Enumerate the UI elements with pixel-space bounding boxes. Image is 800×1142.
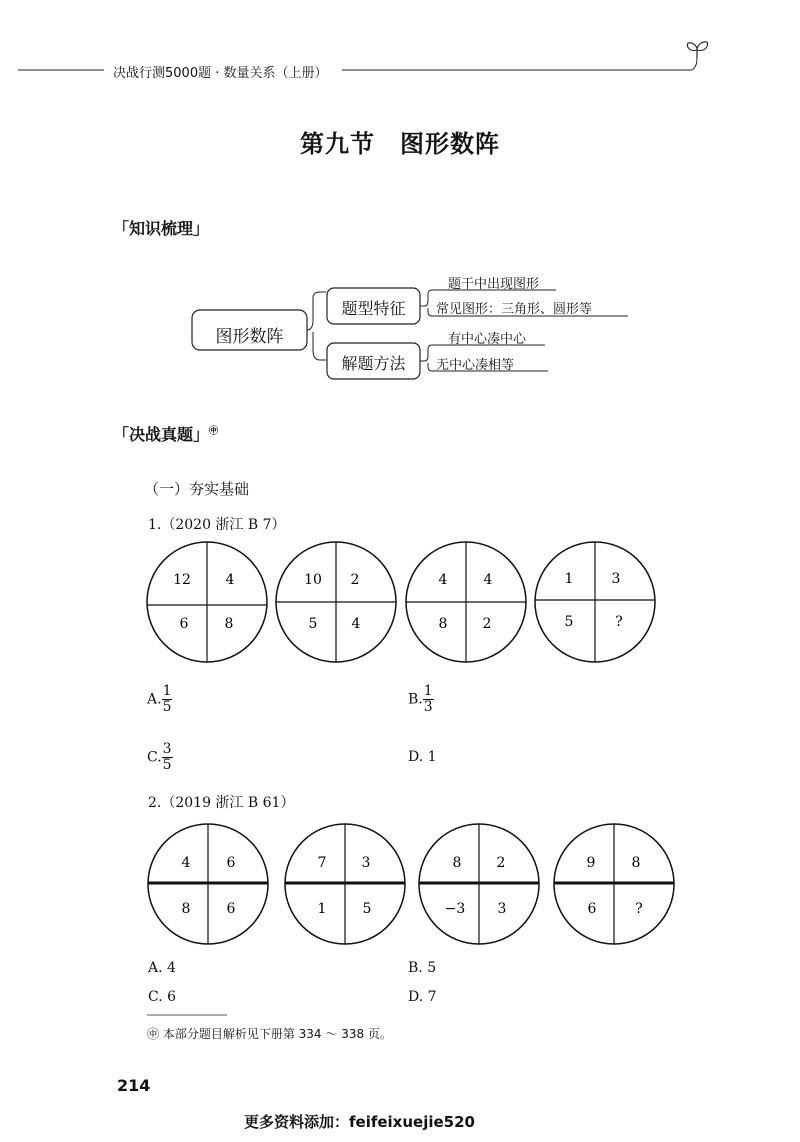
q2-option-a[interactable]: A. 4 [148,960,176,976]
watermark-text: 更多资料添加：feifeixuejie520 [244,1113,475,1131]
q2-c3-tl: 8 [452,855,462,871]
q2-c4-br: ? [635,901,643,917]
footnote: ㊥ 本部分题目解析见下册第 334 ～ 338 页。 [147,1027,392,1041]
q2-circle-3 [419,824,539,944]
q2-c3-tr: 2 [496,855,506,871]
q1-c4-bl: 5 [564,614,574,630]
q2-c1-bl: 8 [181,901,191,917]
q1-c2-tl: 10 [304,572,322,588]
q1-c4-tr: 3 [611,571,621,587]
page-number: 214 [117,1076,151,1095]
map-leaf-1-1: 题干中出现图形 [448,277,540,292]
q2-c4-tr: 8 [631,855,641,871]
q1-c4-br: ? [615,614,623,630]
map-leaf-1-2: 常见图形：三角形、圆形等 [436,302,593,317]
q1-option-d[interactable]: D. 1 [408,749,437,765]
q2-option-b[interactable]: B. 5 [408,960,437,976]
q2-c2-tl: 7 [317,855,327,871]
q1-c1-tr: 4 [225,572,235,588]
note-marker-icon: ㊥ [147,1027,160,1041]
map-leaf-2-2: 无中心凑相等 [436,358,515,373]
q1-c3-tr: 4 [483,572,493,588]
page-title: 第九节 图形数阵 [300,130,500,158]
bracket-open-icon: 「 [113,425,130,444]
q1-c3-tl: 4 [438,572,448,588]
q1-c2-br: 4 [351,616,361,632]
footnote-rule [0,1010,800,1020]
q2-option-c[interactable]: C. 6 [148,989,177,1005]
q2-c3-bl: −3 [444,901,466,917]
q1-option-c[interactable]: C. $\frac{3}{5}$ [147,741,172,773]
q2-c1-tl: 4 [181,855,191,871]
question-2-figure [0,818,800,948]
q2-option-d[interactable]: D. 7 [408,989,437,1005]
map-root: 图形数阵 [215,327,284,347]
q1-circle-4 [535,542,655,662]
running-title: 决战行测5000题 · 数量关系（上册） [113,66,328,81]
sprout-icon [687,42,707,58]
q2-circle-1 [148,824,268,944]
q2-circle-4 [554,824,674,944]
q2-c2-bl: 1 [317,901,327,917]
q2-circle-2 [285,824,405,944]
q2-c3-br: 3 [497,901,507,917]
bracket-close-icon: 」 [193,219,210,238]
question-2-label: 2.（2019 浙江 B 61） [148,795,295,811]
map-leaf-2-1: 有中心凑中心 [448,332,527,347]
q1-c4-tl: 1 [564,571,574,587]
q1-c3-bl: 8 [438,616,448,632]
q1-c2-tr: 2 [350,572,360,588]
q2-c1-br: 6 [226,901,236,917]
q1-option-b[interactable]: B. $\frac{1}{3}$ [408,683,433,715]
q1-option-a[interactable]: A. $\frac{1}{5}$ [147,683,172,715]
q2-c4-bl: 6 [587,901,597,917]
map-branch-2: 解题方法 [341,354,406,373]
q2-c1-tr: 6 [226,855,236,871]
knowledge-heading: 「知识梳理」 [113,219,210,238]
q1-c3-br: 2 [482,616,492,632]
subsection-heading: （一）夯实基础 [144,480,250,498]
question-1-label: 1.（2020 浙江 B 7） [148,517,286,533]
q1-c2-bl: 5 [308,616,318,632]
q1-c1-bl: 6 [179,616,189,632]
q2-c2-tr: 3 [361,855,371,871]
question-1-figure [0,540,800,665]
note-marker-icon: ㊥ [209,426,219,437]
bracket-close-icon: 」 [193,425,210,444]
q1-circle-1 [147,542,267,662]
q1-circle-3 [406,542,526,662]
q1-circle-2 [276,542,396,662]
q1-c1-tl: 12 [173,572,191,588]
map-branch-1: 题型特征 [341,299,406,318]
exercises-heading: 「决战真题」㊥ [113,425,219,444]
q2-c4-tl: 9 [586,855,596,871]
bracket-open-icon: 「 [113,219,130,238]
q2-c2-br: 5 [362,901,372,917]
q1-c1-br: 8 [224,616,234,632]
